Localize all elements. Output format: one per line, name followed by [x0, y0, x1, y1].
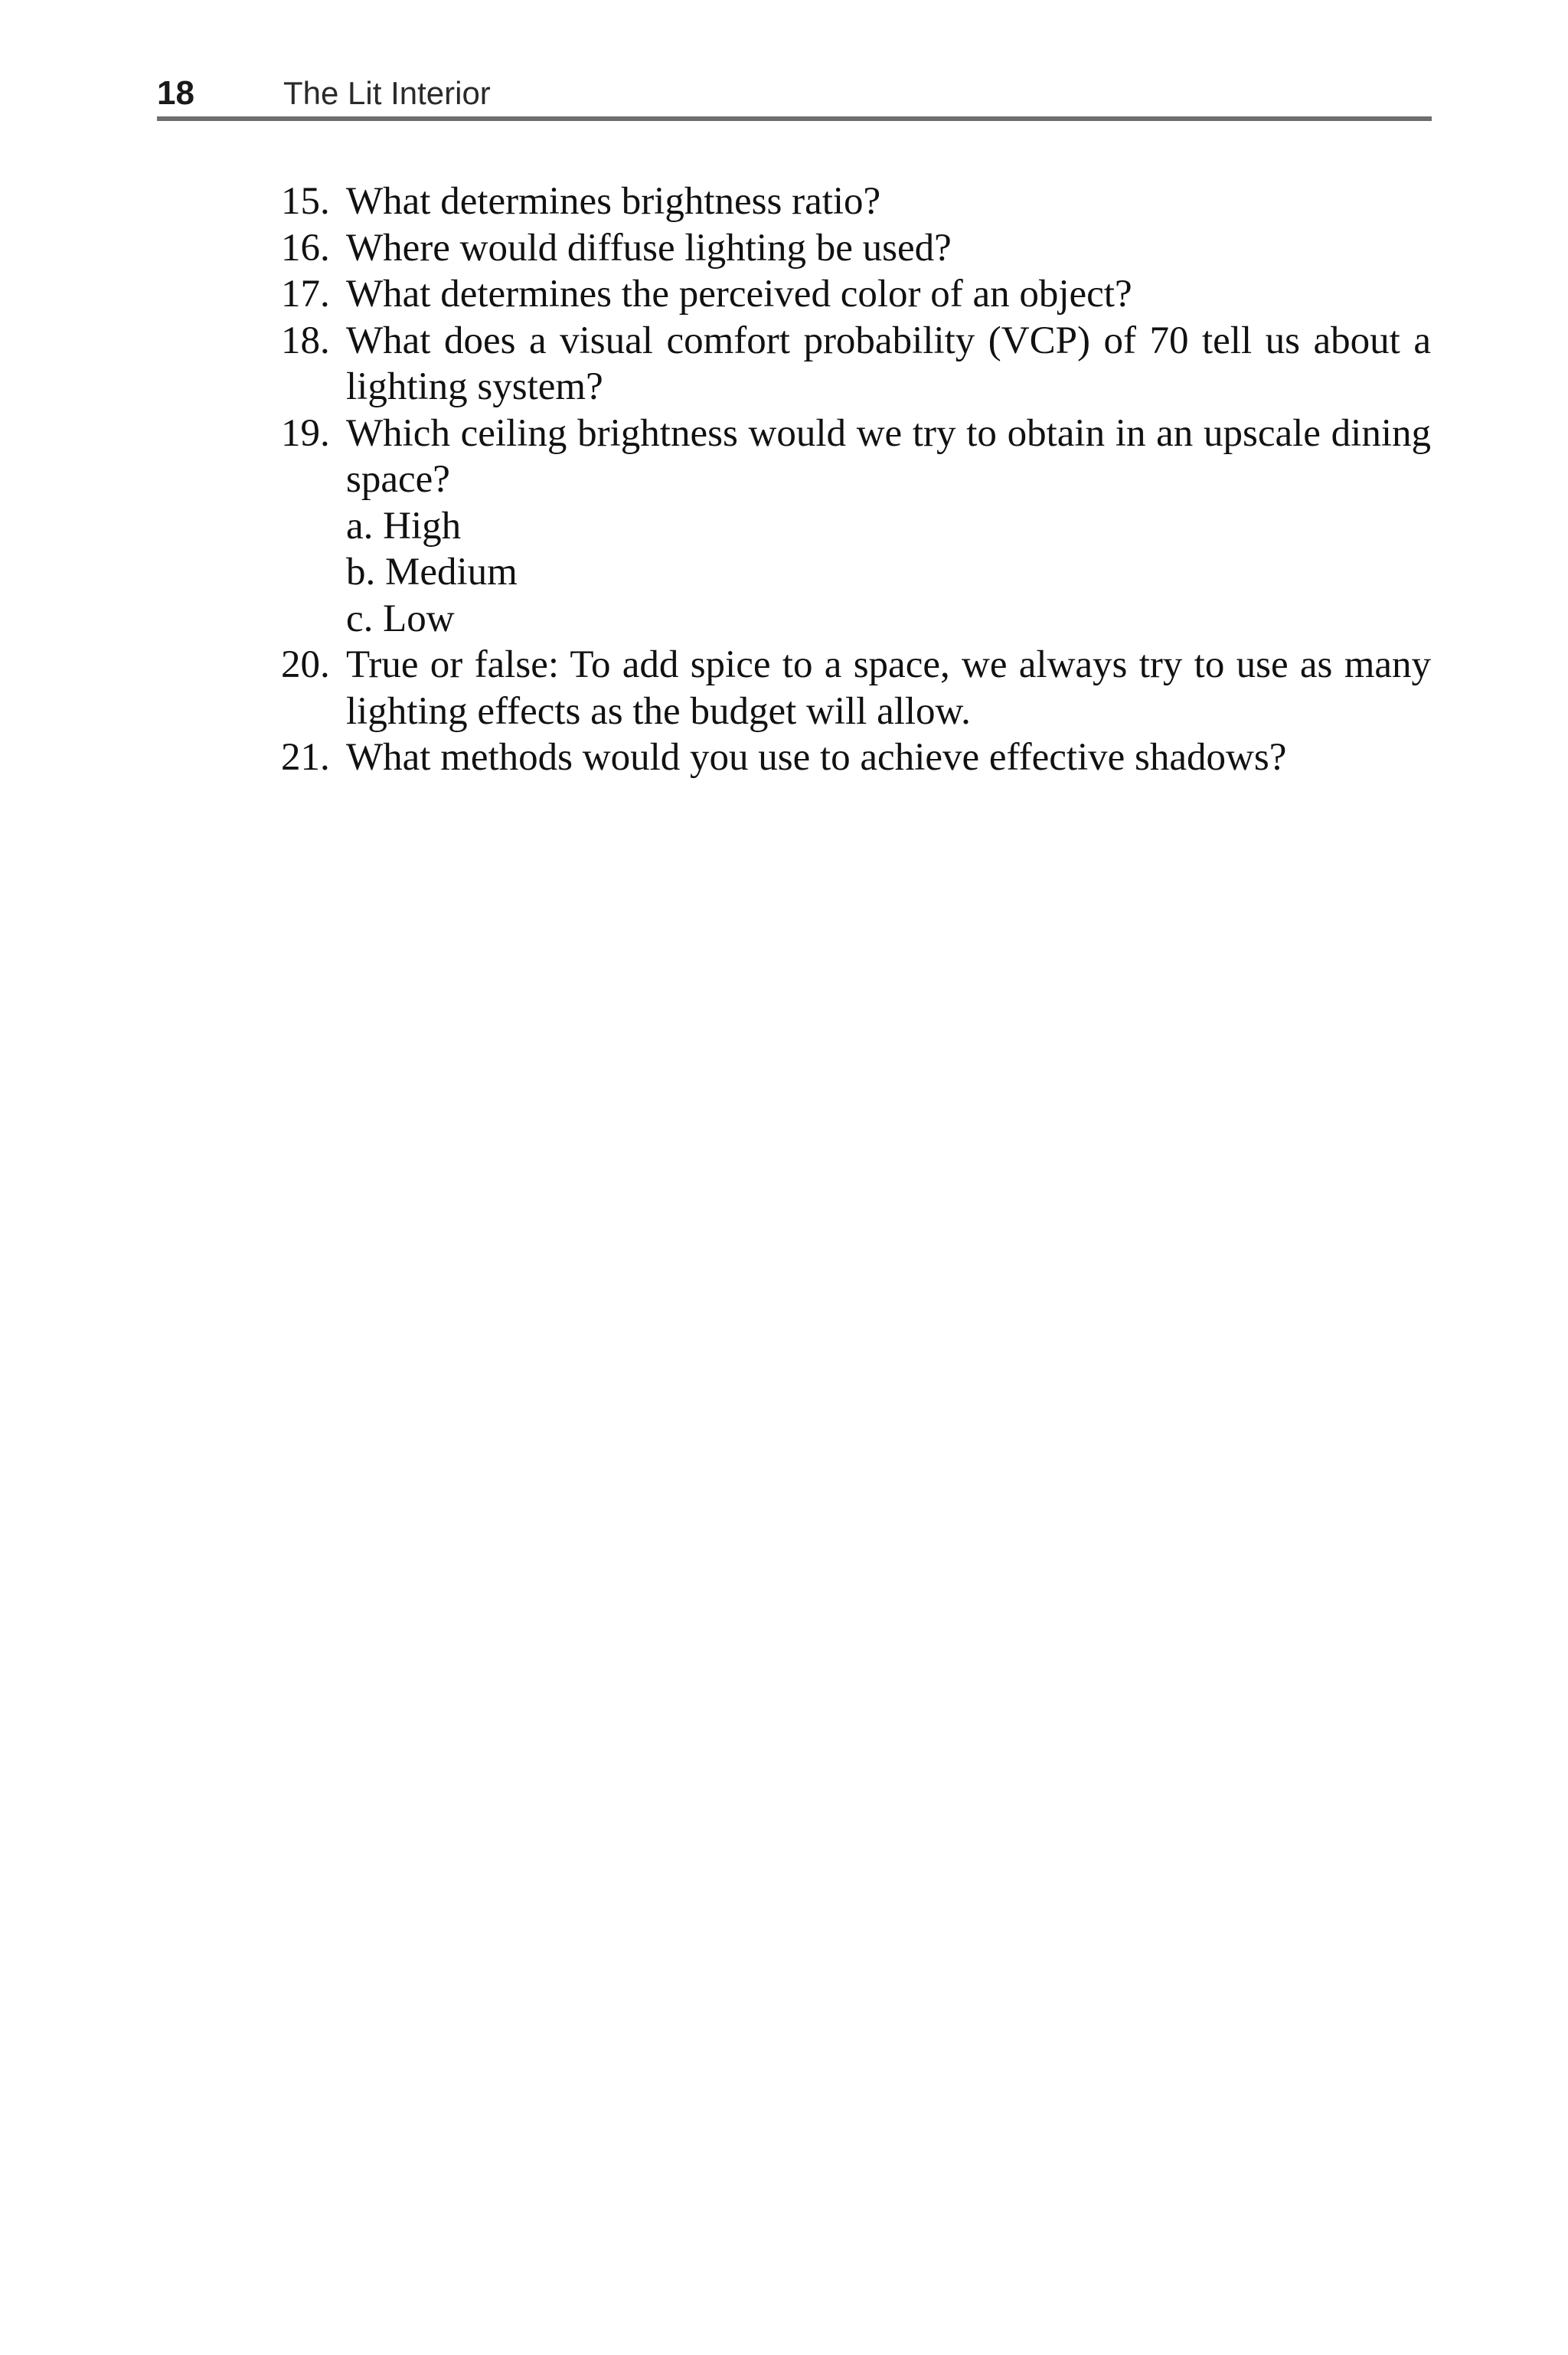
question-number: 18.: [281, 319, 330, 362]
question-text: What determines the perceived color of an object?: [346, 273, 1132, 316]
question-text: Which ceiling brightness would we try to obtain in an upscale dining space?: [346, 411, 1431, 501]
question-item-15: [0, 178, 1568, 225]
book-title: The Lit Interior: [283, 75, 491, 111]
answer-option-b: b. Medium: [346, 551, 518, 594]
question-text: Where would diffuse lighting be used?: [346, 226, 952, 270]
question-number: 16.: [281, 226, 330, 270]
question-number: 17.: [281, 273, 330, 316]
question-text: What methods would you use to achieve effective shadows?: [346, 736, 1287, 779]
question-text: What determines brightness ratio?: [346, 180, 881, 223]
running-head: [157, 70, 1432, 116]
question-item-19: [0, 410, 1568, 643]
answer-option-a: a. High: [346, 504, 462, 548]
question-number: 21.: [281, 736, 330, 779]
question-item-18: [0, 318, 1568, 410]
question-item-21: [0, 734, 1568, 781]
header-rule: [157, 116, 1432, 121]
answer-option-c: c. Low: [346, 597, 455, 640]
question-number: 15.: [281, 180, 330, 223]
question-number: 19.: [281, 411, 330, 455]
question-item-20: [0, 642, 1568, 734]
review-questions-list: [0, 178, 1568, 781]
question-text: True or false: To add spice to a space, we always try to use as many lighting effects as the budget will allow.: [346, 643, 1431, 733]
question-number: 20.: [281, 643, 330, 686]
question-text: What does a visual comfort probability (VCP) of 70 tell us about a lighting system?: [346, 319, 1431, 408]
question-item-17: [0, 271, 1568, 318]
page-number: 18: [157, 74, 194, 112]
question-item-16: [0, 225, 1568, 272]
